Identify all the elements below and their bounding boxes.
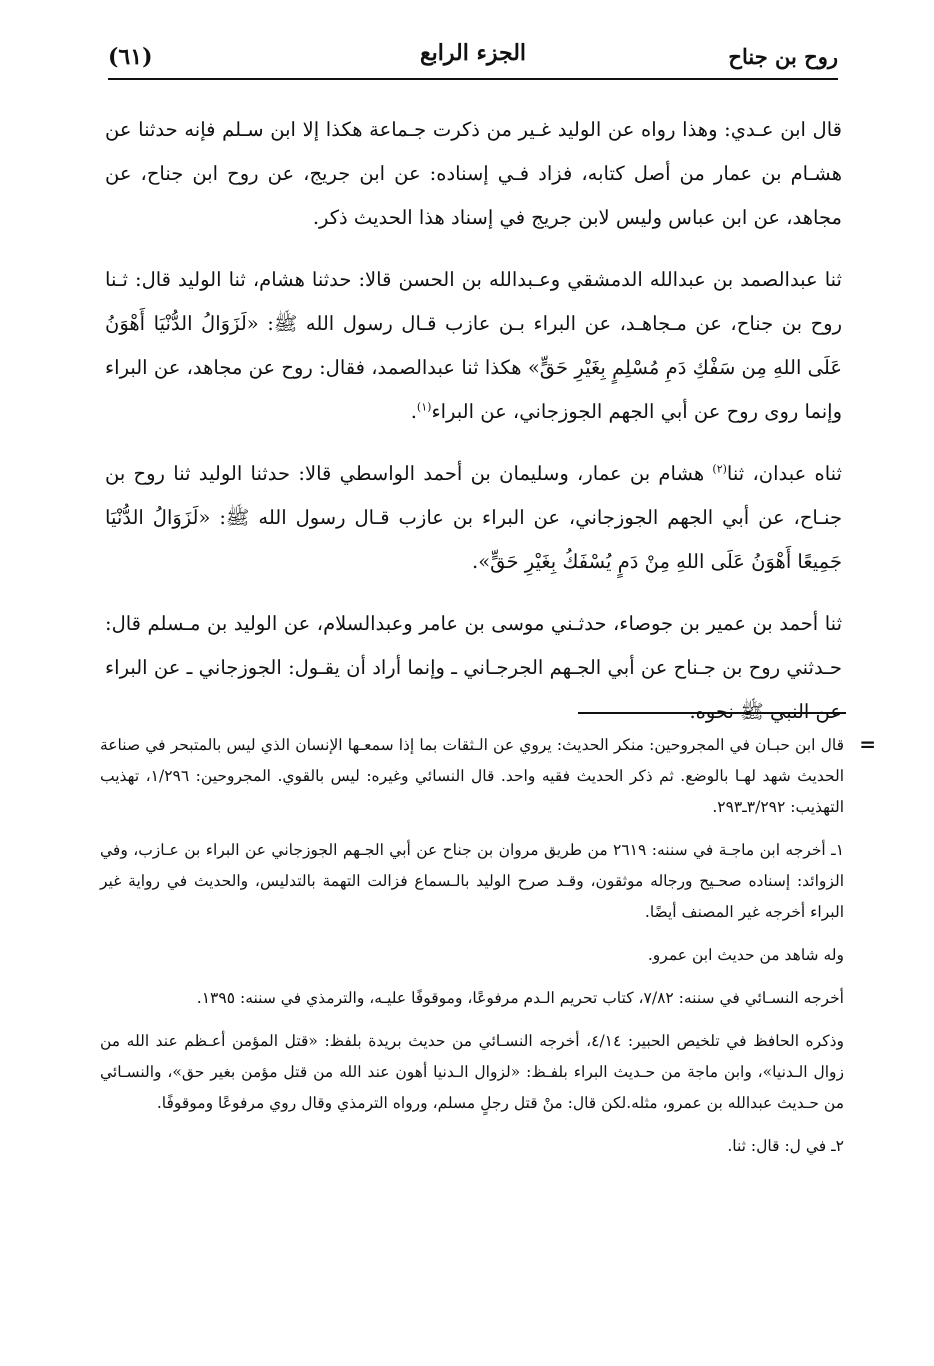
volume-title: الجزء الرابع	[419, 40, 527, 66]
footnote-ref-2: (٢)	[712, 462, 727, 476]
footnote-2: ٢ـ في ل: قال: ثنا.	[727, 1137, 844, 1155]
page-number: (٦١)	[108, 44, 153, 70]
paragraph-text: ثنا عبدالصمد بن عبدالله الدمشقي وعـبدالله بن الحسن قالا: حدثنا هشام، ثنا الوليد قال: ثـنا روح بن جناح، عن مـجاهـد، عن البراء بـن عازب قـال رسول الله ﷺ: «لَزَوَالُ الدُّنْيَا أَهْوَنُ عَلَى اللهِ مِن سَفْكِ دَمِ مُسْلِمٍ بِغَيْرِ حَقٍّ» هكذا ثنا عبدالصمد، فقال: روح عن مجاهد، عن البراء وإنما روى روح عن أبي الجهم الجوزجاني، عن البراء	[105, 268, 842, 423]
footnote-1-witness: وله شاهد من حديث ابن عمرو.	[647, 946, 844, 964]
running-title: روح بن جناح	[728, 44, 838, 69]
continuation-mark: =	[859, 732, 876, 756]
footnote-1-nasai: أخرجه النسـائي في سننه: ٧/٨٢، كتاب تحريم الـدم مرفوعًا، وموقوفًا عليـه، والترمذي في سننه: ١٣٩٥.	[196, 989, 844, 1007]
main-text	[105, 108, 842, 752]
paragraph-ibn-adi: قال ابن عـدي: وهذا رواه عن الوليد غـير من ذكرت جـماعة هكذا إلا ابن سـلم فإنه حدثنا عن هشـام بن عمار من أصل كتابه، فزاد فـي إسناده: عن ابن جريج، عن روح ابن جناح، عن مجاهد، عن ابن عباس وليس لابن جريج في إسناد هذا الحديث ذكر.	[105, 118, 842, 229]
footnote-text: قال ابن حبـان في المجروحين: منكر الحديث: يروي عن الـثقات بما إذا سمعـها الإنسان الذي ليس بالمتبحر في صناعة الحديث شهد لهـا بالوضع. ثم ذكر الحديث فقيه واحد. قال النسائي وغيره: ليس بالقوي. المجروحين: ١/٢٩٦، تهذيب التهذيب: ٣/٢٩٢ـ٢٩٣.	[100, 736, 844, 816]
paragraph-text: هشام بن عمار، وسليمان بن أحمد الواسطي قالا: حدثنا الوليد ثنا روح بن جنـاح، عن أبي الجهم الجوزجاني، عن البراء بن عازب قـال رسول الله ﷺ: «لَزَوَالُ الدُّنْيَا جَمِيعًا أَهْوَنُ عَلَى اللهِ مِنْ دَمٍ يُسْفَكُ بِغَيْرِ حَقٍّ».	[105, 462, 842, 573]
footnotes	[100, 730, 876, 1174]
page-header	[108, 30, 838, 80]
footnote-continuation	[100, 730, 876, 823]
footnote-1: ١ـ أخرجه ابن ماجـة في سننه: ٢٦١٩ من طريق مروان بن جناح عن أبي الجـهم الجوزجاني عن البراء بن عـازب، وفي الزوائد: إسناده صحـيح ورجاله موثقون، وقـد صرح الوليد بالـسماع فزالت التهمة بالتدليس، والحديث في رواية غير البراء أخرجه غير المصنف أيضًا.	[100, 841, 845, 921]
footnote-divider	[578, 712, 846, 714]
paragraph-text: ثناه عبدان، ثنا	[726, 462, 842, 485]
paragraph-ahmad: ثنا أحمد بن عمير بن جوصاء، حدثـني موسى بن عامر وعبدالسلام، عن الوليد بن مـسلم قال: حـدثني روح بن جـناح عن أبي الجـهم الجرجـاني ـ وإنما أراد أن يقـول: الجوزجاني ـ عن البراء عن النبي ﷺ نحوه.	[105, 612, 842, 723]
paragraph-abdussamad: ثنا عبدالصمد بن عبدالله الدمشقي وعـبدالله بن الحسن قالا: حدثنا هشام، ثنا الوليد قال: ثـنا روح بن جناح، عن مـجاهـد، عن البراء بـن عازب قـال رسول الله ﷺ: «لَزَوَالُ الدُّنْيَا أَهْوَنُ عَلَى اللهِ مِن سَفْكِ دَمِ مُسْلِمٍ بِغَيْرِ حَقٍّ» هكذا ثنا عبدالصمد، فقال: روح عن مجاهد، عن البراء وإنما روى روح عن أبي الجهم الجوزجاني، عن البراء$^{(١)}$.	[105, 268, 842, 423]
footnote-ref-1: (١)	[416, 400, 432, 414]
paragraph-abdan	[105, 452, 842, 584]
footnote-1-hafiz: وذكره الحافظ في تلخيص الحبير: ٤/١٤، أخرجه النسـائي من حديث بريدة بلفظ: «قتل المؤمن أعـظم عند الله من زوال الـدنيا»، وابن ماجة من حـديث البراء بلفـظ: «لزوال الـدنيا أهون عند الله من قتل مؤمن بغير حق»، والنسـائي من حـديث عبدالله بن عمرو، مثله.لكن قال: منْ قتل رجلٍ مسلم، ورواه الترمذي وقال روي مرفوعًا وموقوفًا.	[100, 1032, 844, 1112]
